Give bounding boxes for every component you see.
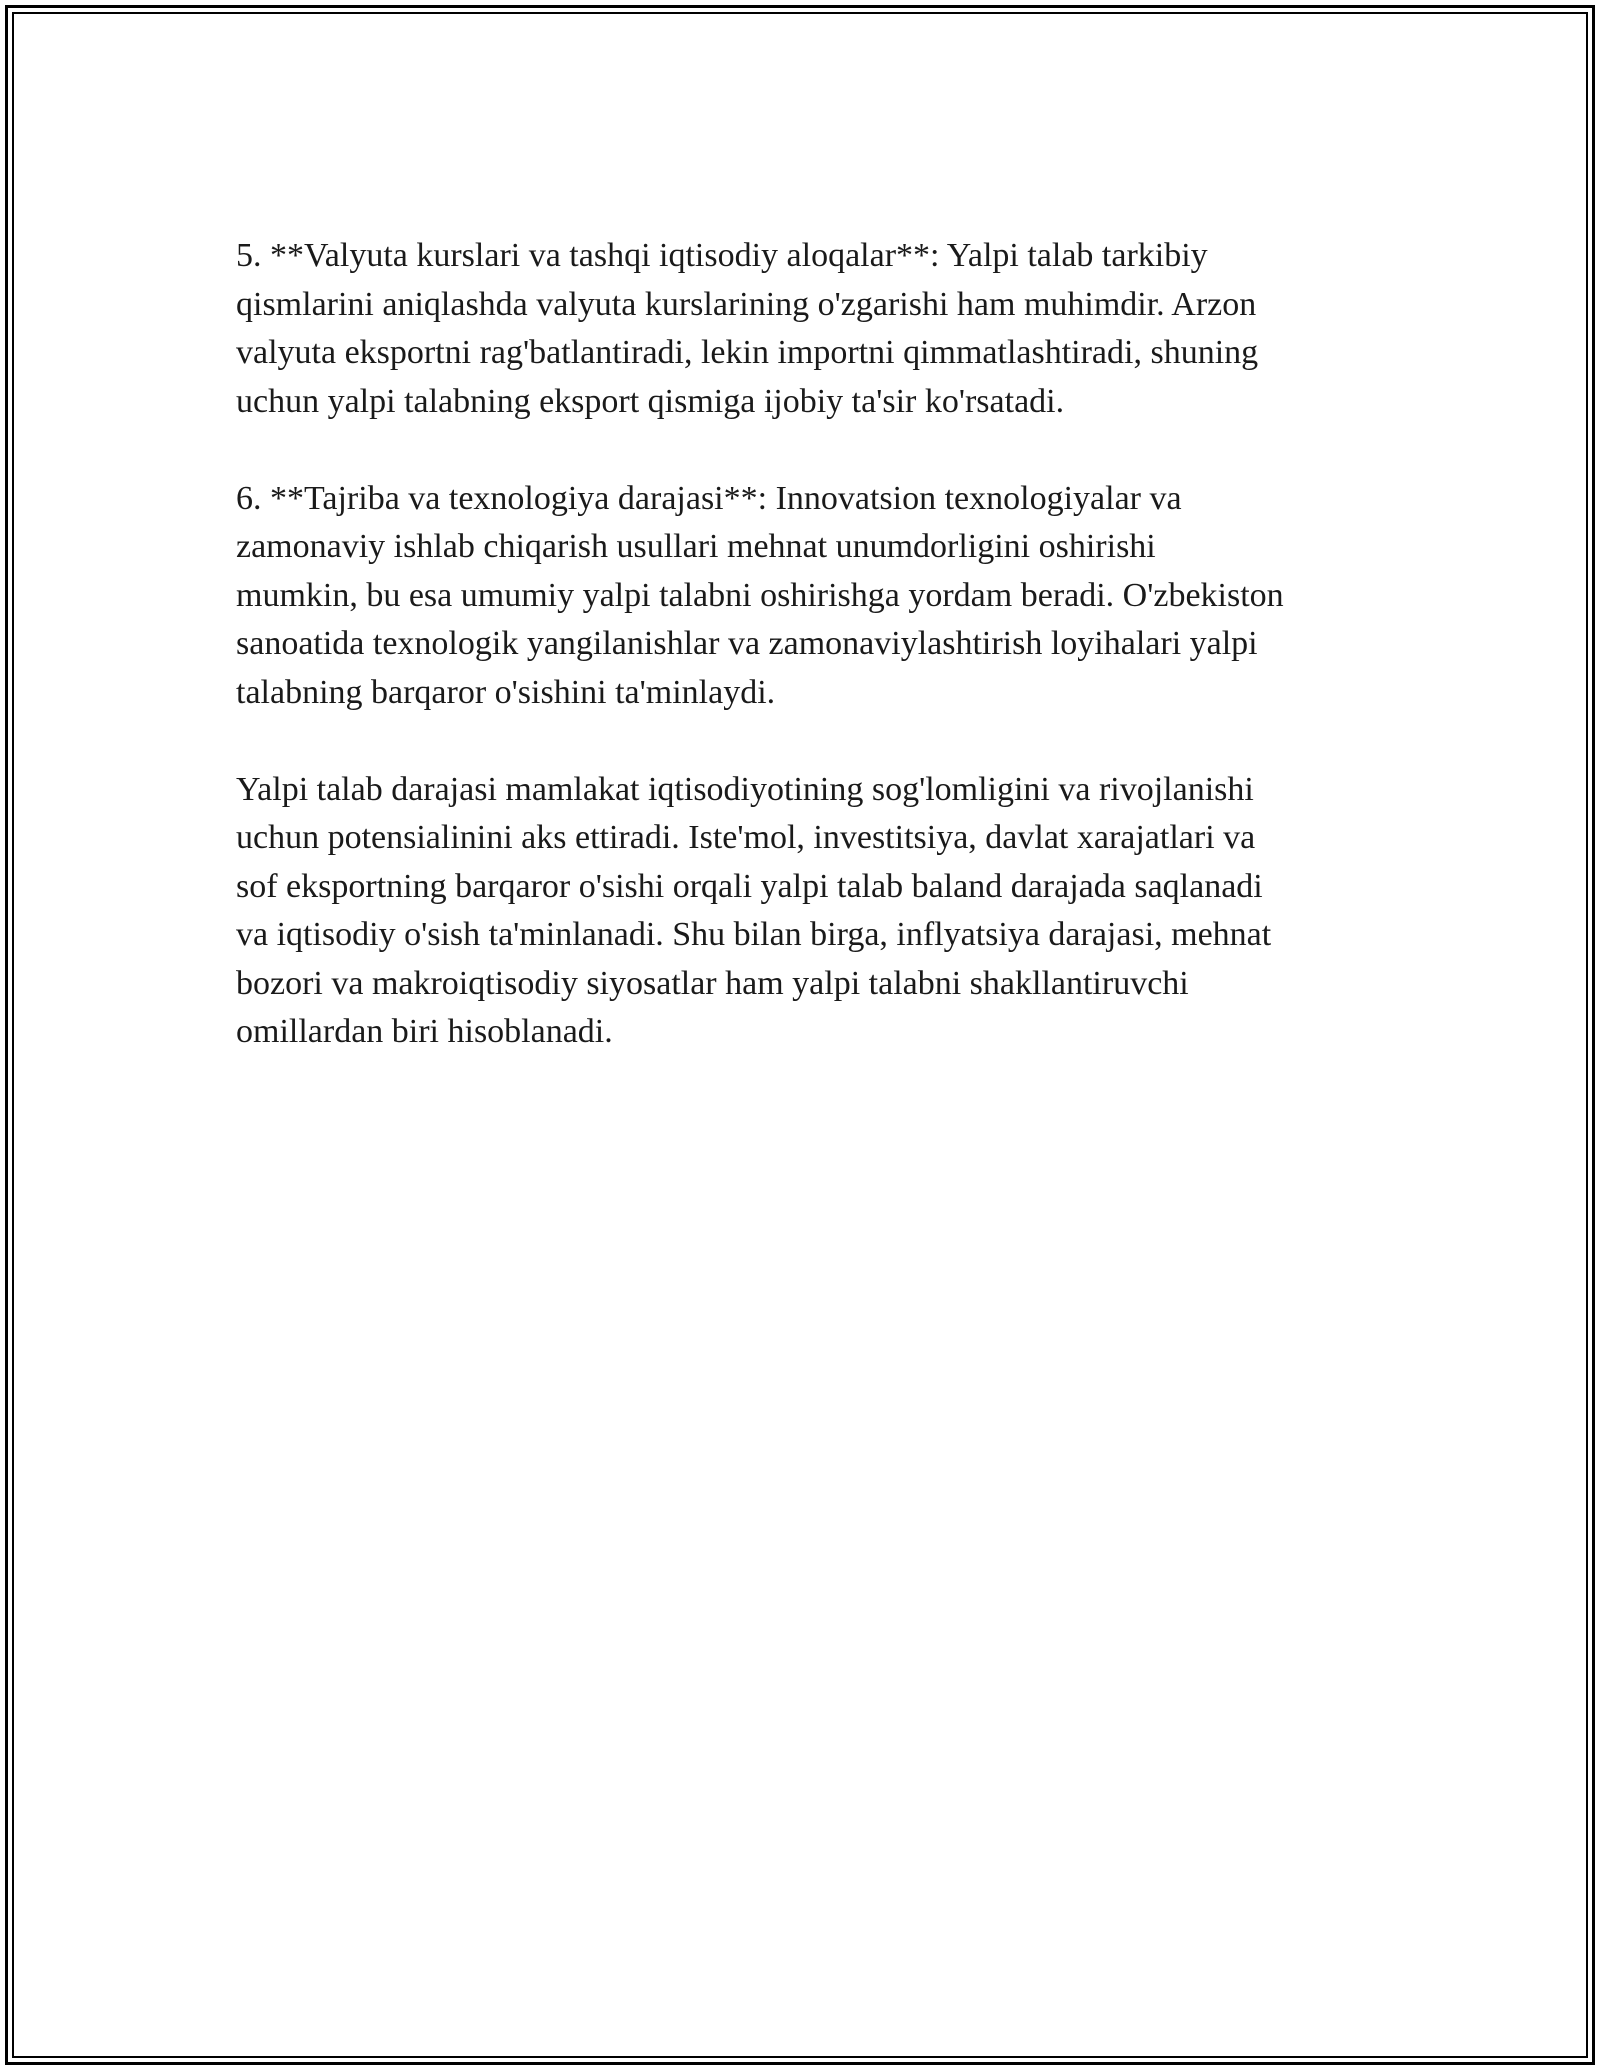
text-line: sof eksportning barqaror o'sishi orqali yalpi talab baland darajada saqlanadi [236, 867, 1263, 905]
text-line: mumkin, bu esa umumiy yalpi talabni oshirishga yordam beradi. O'zbekiston [236, 576, 1284, 614]
text-line: uchun yalpi talabning eksport qismiga ijobiy ta'sir ko'rsatadi. [236, 382, 1065, 420]
text-line: zamonaviy ishlab chiqarish usullari mehnat unumdorligini oshirishi [236, 528, 1156, 565]
paragraph-conclusion [236, 766, 1386, 1057]
text-line: omillardan biri hisoblanadi. [236, 1013, 613, 1050]
document-body [236, 232, 1386, 1105]
text-line: valyuta eksportni rag'batlantiradi, lekin importni qimmatlashtiradi, shuning [236, 334, 1259, 371]
text-line: 5. **Valyuta kurslari va tashqi iqtisodiy aloqalar**: Yalpi talab tarkibiy [236, 237, 1208, 274]
text-line: 6. **Tajriba va texnologiya darajasi**: Innovatsion texnologiyalar va [236, 479, 1182, 517]
text-line: va iqtisodiy o'sish ta'minlanadi. Shu bilan birga, inflyatsiya darajasi, mehnat [236, 916, 1272, 953]
text-line: bozori va makroiqtisodiy siyosatlar ham yalpi talabni shakllantiruvchi [236, 964, 1189, 1002]
paragraph-technology-level [236, 475, 1386, 718]
text-line: qismlarini aniqlashda valyuta kurslarining o'zgarishi ham muhimdir. Arzon [236, 285, 1257, 323]
text-line: talabning barqaror o'sishini ta'minlaydi. [236, 673, 776, 711]
text-line: Yalpi talab darajasi mamlakat iqtisodiyotining sog'lomligini va rivojlanishi [236, 770, 1254, 808]
text-line: sanoatida texnologik yangilanishlar va zamonaviylashtirish loyihalari yalpi [236, 625, 1258, 662]
text-line: uchun potensialinini aks ettiradi. Iste'mol, investitsiya, davlat xarajatlari va [236, 819, 1256, 856]
paragraph-exchange-rates [236, 232, 1386, 426]
